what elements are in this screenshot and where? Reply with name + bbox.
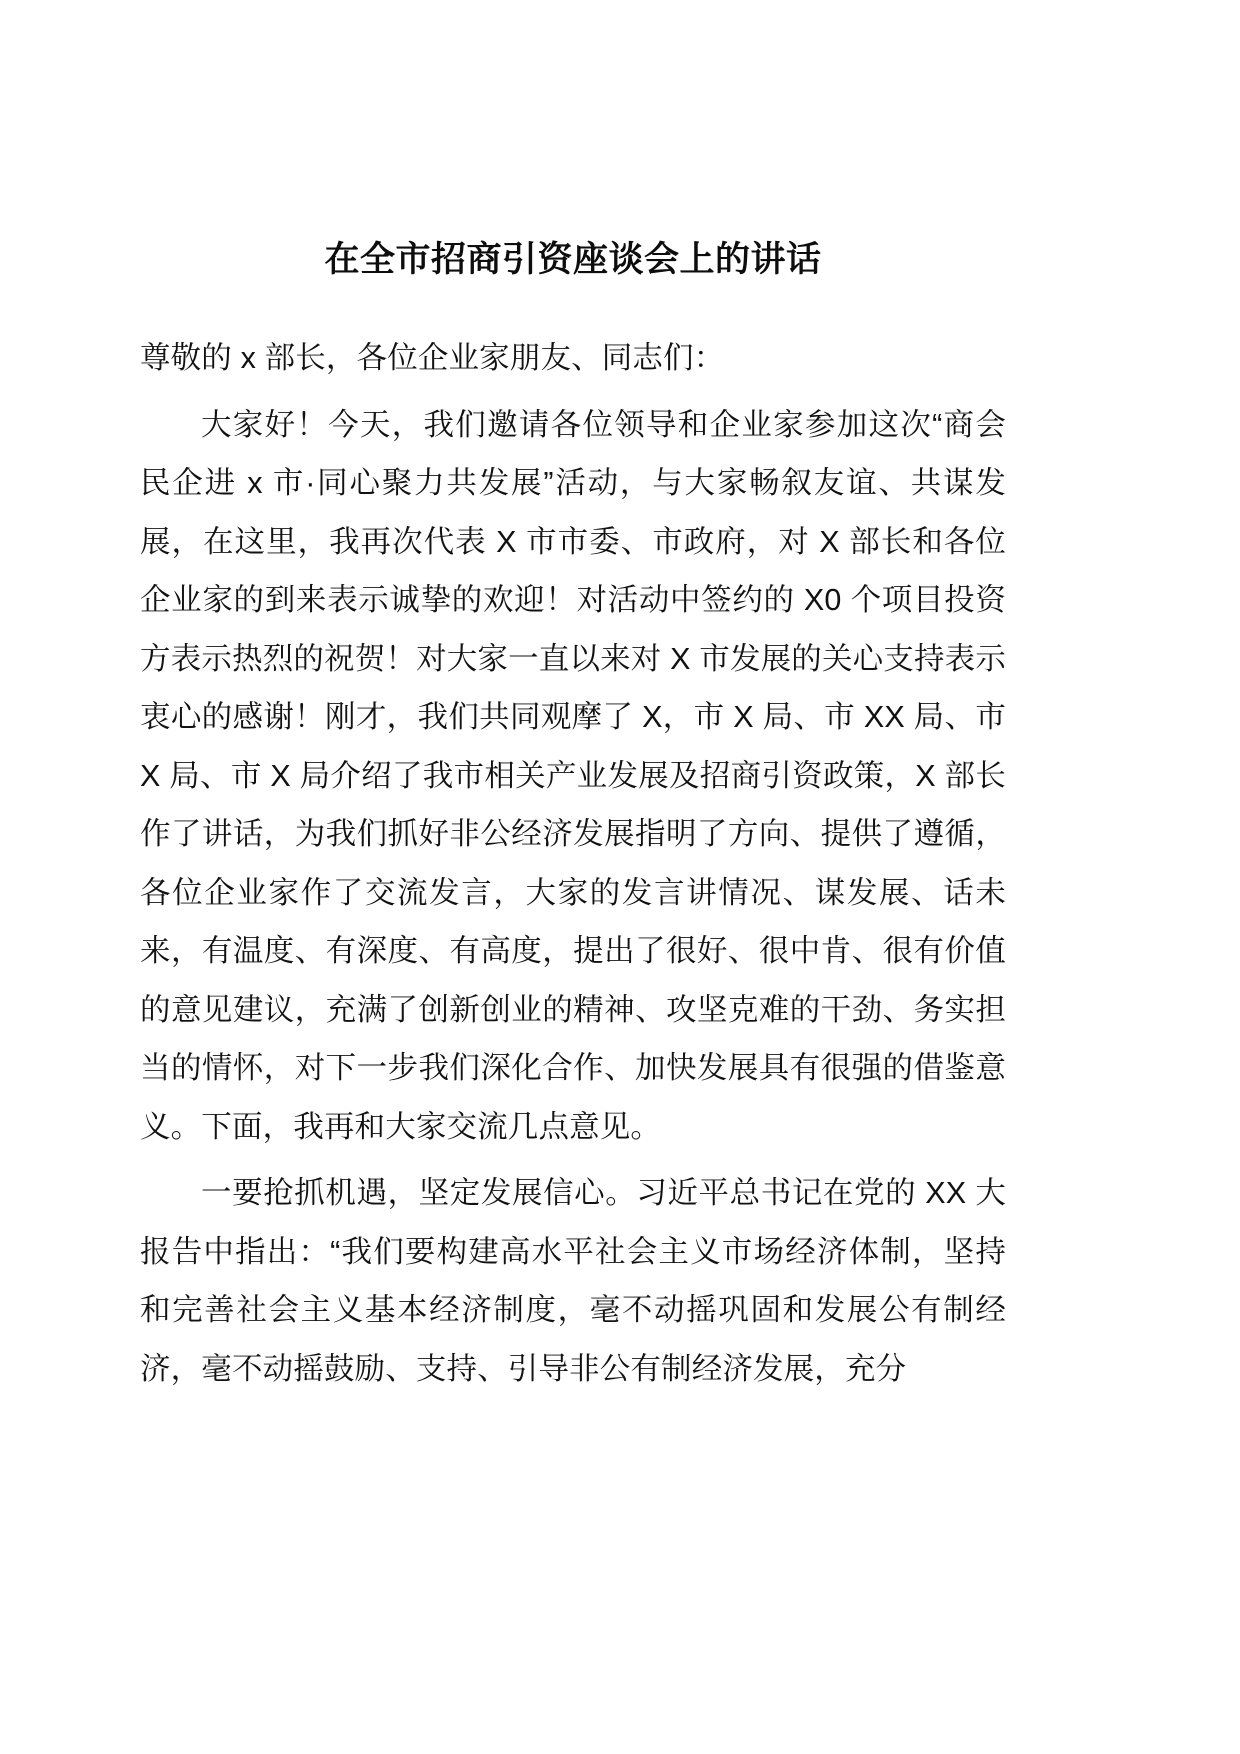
- page-title: 在全市招商引资座谈会上的讲话: [324, 240, 822, 279]
- salutation-line: 尊敬的 x 部长，各位企业家朋友、同志们：: [140, 341, 725, 376]
- document-content-column: [140, 0, 1006, 1398]
- body-paragraph-2: 一要抢抓机遇，坚定发展信心。习近平总书记在党的 XX 大报告中指出：“我们要构建高水平社会主义市场经济体制，坚持和完善社会主义基本经济制度，毫不动摇巩固和发展公有制经济，毫不动摇鼓励、支持、引导非公有制经济发展，充分: [140, 1176, 1006, 1386]
- body-paragraph-1: 大家好！今天，我们邀请各位领导和企业家参加这次“商会民企进 x 市·同心聚力共发展”活动，与大家畅叙友谊、共谋发展，在这里，我再次代表 X 市市委、市政府，对 X 部长和各位企业家的到来表示诚挚的欢迎！对活动中签约的 X0 个项目投资方表示热烈的祝贺！对大家一直以来对 X 市发展的关心支持表示衷心的感谢！刚才，我们共同观摩了 X，市 X 局、市 XX 局、市 X 局、市 X 局介绍了我市相关产业发展及招商引资政策，X 部长作了讲话，为我们抓好非公经济发展指明了方向、提供了遵循，各位企业家作了交流发言，大家的发言讲情况、谋发展、话未来，有温度、有深度、有高度，提出了很好、很中肯、很有价值的意见建议，充满了创新创业的精神、攻坚克难的干劲、务实担当的情怀，对下一步我们深化合作、加快发展具有很强的借鉴意义。下面，我再和大家交流几点意见。: [140, 407, 1006, 1144]
